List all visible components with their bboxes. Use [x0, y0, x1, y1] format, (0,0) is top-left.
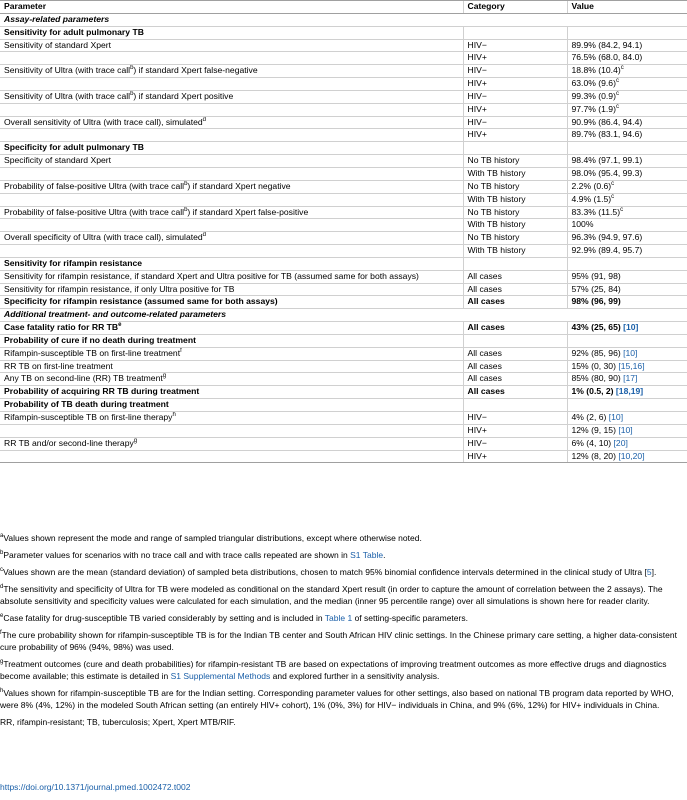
- footnote-text: .: [383, 549, 386, 560]
- reference-link[interactable]: [10]: [618, 424, 633, 435]
- parameter-cell: [0, 232, 463, 245]
- table-row: [0, 309, 687, 322]
- category-cell: [463, 193, 567, 206]
- footnote-marker: c: [611, 180, 615, 187]
- table-row: [0, 347, 687, 360]
- parameter-cell: [0, 347, 463, 360]
- parameter-text: Sensitivity for rifampin resistance: [4, 257, 143, 268]
- category-cell: [463, 232, 567, 245]
- category-cell: [463, 142, 567, 155]
- table-row: [0, 296, 687, 309]
- category-cell: [463, 334, 567, 347]
- footnote-text: Values shown for rifampin-susceptible TB are for the Indian setting. Corresponding parameter values for other settings, also based on national TB program data reported by WHO, were 8% (4%, 12%) in the modeled South African setting (an entirely HIV+ cohort), 1% (0%, 3%) for HIV− individuals in China, and 9% (6%, 12%) for HIV+ individuals in China.: [0, 688, 674, 711]
- value-cell: [567, 116, 687, 129]
- table-row: [0, 142, 687, 155]
- table-row: [0, 26, 687, 39]
- footnote-marker: f: [180, 347, 182, 354]
- category-cell: [463, 283, 567, 296]
- reference-link[interactable]: [10]: [623, 347, 638, 358]
- category-text: HIV−: [467, 437, 487, 448]
- table-row: [0, 334, 687, 347]
- value-text: 63.0% (9.6): [571, 78, 616, 89]
- parameter-text: Specificity of standard Xpert: [4, 155, 111, 166]
- footnote-link[interactable]: Table 1: [324, 612, 353, 623]
- parameter-cell: [0, 322, 463, 335]
- value-cell: [567, 206, 687, 219]
- footnote: [0, 532, 680, 544]
- parameter-cell: [0, 13, 687, 26]
- table-row: [0, 103, 687, 116]
- value-cell: [567, 142, 687, 155]
- value-cell: [567, 424, 687, 437]
- category-cell: [463, 412, 567, 425]
- parameter-cell: [0, 334, 463, 347]
- footnote-text: of setting-specific parameters.: [352, 612, 468, 623]
- value-cell: [567, 437, 687, 450]
- header-value: Value: [567, 1, 687, 14]
- category-cell: [463, 26, 567, 39]
- footnote: [0, 549, 680, 561]
- category-cell: [463, 296, 567, 309]
- value-cell: [567, 360, 687, 373]
- category-text: HIV+: [467, 450, 487, 461]
- footnote-text: ].: [651, 566, 657, 577]
- category-cell: [463, 219, 567, 232]
- parameter-cell: [0, 360, 463, 373]
- value-cell: [567, 78, 687, 91]
- parameter-cell: [0, 296, 463, 309]
- footnote-text: Case fatality for drug-susceptible TB varied considerably by setting and is included in: [3, 612, 325, 623]
- parameter-text: Probability of TB death during treatment: [4, 399, 169, 410]
- parameter-text: RR TB on first-line treatment: [4, 360, 113, 371]
- header-parameter: Parameter: [0, 1, 463, 14]
- category-text: HIV+: [467, 424, 487, 435]
- footnote-marker: d: [202, 116, 207, 123]
- category-text: All cases: [467, 296, 505, 307]
- category-cell: [463, 39, 567, 52]
- table-row: [0, 360, 687, 373]
- category-cell: [463, 78, 567, 91]
- value-text: 98% (96, 99): [571, 296, 621, 307]
- footnote: [0, 566, 680, 578]
- footnote-marker: c: [611, 193, 615, 200]
- table-row: [0, 373, 687, 386]
- value-cell: [567, 257, 687, 270]
- category-text: HIV−: [467, 90, 487, 101]
- value-text: 89.9% (84.2, 94.1): [571, 39, 643, 50]
- value-text: 4% (2, 6): [571, 412, 609, 422]
- value-cell: [567, 412, 687, 425]
- value-cell: [567, 129, 687, 142]
- table-row: [0, 193, 687, 206]
- footnote-mark: a: [0, 533, 4, 540]
- value-text: 98.0% (95.4, 99.3): [571, 167, 643, 178]
- value-text: 92% (85, 96): [571, 347, 624, 358]
- value-cell: [567, 39, 687, 52]
- footnote-link[interactable]: 5: [646, 566, 652, 577]
- value-cell: [567, 283, 687, 296]
- footnote-marker: c: [615, 103, 619, 110]
- parameter-cell: [0, 270, 463, 283]
- footnote-marker: e: [118, 322, 122, 329]
- category-cell: [463, 90, 567, 103]
- value-cell: [567, 155, 687, 168]
- table-row: [0, 116, 687, 129]
- value-text: 43% (25, 65): [571, 322, 624, 333]
- footnote-mark: f: [0, 629, 2, 636]
- value-text: 97.7% (1.9): [571, 103, 616, 114]
- value-text: 95% (91, 98): [571, 270, 621, 281]
- category-text: With TB history: [467, 167, 526, 178]
- category-cell: [463, 245, 567, 258]
- footnote-text: and explored further in a sensitivity analysis.: [270, 671, 440, 682]
- value-cell: [567, 65, 687, 78]
- parameter-cell: [0, 116, 463, 129]
- value-text: 76.5% (68.0, 84.0): [571, 52, 643, 63]
- parameter-text: Rifampin-susceptible TB on first-line treatment: [4, 347, 181, 358]
- parameter-cell: [0, 219, 463, 232]
- category-cell: [463, 103, 567, 116]
- value-cell: [567, 90, 687, 103]
- table-row: [0, 386, 687, 399]
- parameter-cell: [0, 309, 687, 322]
- footnote-text: Values shown represent the mode and range of sampled triangular distributions, except where otherwise noted.: [3, 533, 422, 543]
- parameter-text-cont: ) if standard Xpert false-negative: [133, 65, 258, 76]
- table-row: [0, 245, 687, 258]
- category-text: All cases: [467, 347, 502, 358]
- footnote-text: RR, rifampin-resistant; TB, tuberculosis; Xpert, Xpert MTB/RIF.: [0, 717, 236, 728]
- table-row: [0, 399, 687, 412]
- category-text: With TB history: [467, 245, 526, 256]
- footnote-marker: g: [162, 373, 167, 380]
- footnote: [0, 629, 680, 654]
- footnote-marker: h: [172, 412, 176, 419]
- footnote-marker: g: [133, 437, 138, 444]
- category-cell: [463, 116, 567, 129]
- footnote: [0, 658, 680, 683]
- parameter-cell: [0, 90, 463, 103]
- doi-link[interactable]: https://doi.org/10.1371/journal.pmed.1002472.t002: [0, 782, 191, 792]
- category-text: HIV+: [467, 52, 487, 63]
- table-row: [0, 39, 687, 52]
- table-row: [0, 232, 687, 245]
- category-text: All cases: [467, 386, 505, 397]
- parameter-cell: [0, 167, 463, 180]
- category-text: No TB history: [467, 232, 520, 243]
- category-text: HIV+: [467, 129, 487, 140]
- parameter-cell: [0, 399, 463, 412]
- parameter-cell: [0, 450, 463, 463]
- parameter-text: Probability of acquiring RR TB during treatment: [4, 386, 200, 397]
- value-cell: [567, 322, 687, 335]
- category-cell: [463, 155, 567, 168]
- value-cell: [567, 180, 687, 193]
- reference-link[interactable]: [10]: [623, 322, 639, 333]
- parameter-text: Assay-related parameters: [4, 13, 110, 24]
- footnote-marker: c: [615, 78, 619, 85]
- reference-link[interactable]: [18,19]: [615, 386, 644, 397]
- footnote-text: The cure probability shown for rifampin-susceptible TB is for the Indian TB center and South African HIV clinic settings. In the Chinese primary care setting, a higher data-consistent cure probability of 96% (94%, 98%) was used.: [0, 629, 677, 653]
- value-text: 18.8% (10.4): [571, 65, 621, 76]
- parameter-text: Specificity for adult pulmonary TB: [4, 142, 144, 153]
- value-cell: [567, 103, 687, 116]
- category-text: HIV−: [467, 116, 487, 127]
- category-text: All cases: [467, 373, 502, 384]
- value-cell: [567, 373, 687, 386]
- value-cell: [567, 52, 687, 65]
- parameter-cell: [0, 65, 463, 78]
- parameter-cell: [0, 52, 463, 65]
- value-cell: [567, 296, 687, 309]
- value-text: 1% (0.5, 2): [571, 386, 616, 397]
- parameter-text-cont: ) if standard Xpert negative: [187, 180, 291, 191]
- table-row: [0, 270, 687, 283]
- table-row: [0, 65, 687, 78]
- parameter-cell: [0, 39, 463, 52]
- parameter-text: Rifampin-susceptible TB on first-line therapy: [4, 412, 173, 422]
- table-row: [0, 219, 687, 232]
- table-row: [0, 412, 687, 425]
- category-text: With TB history: [467, 219, 526, 230]
- table-row: [0, 52, 687, 65]
- category-text: HIV+: [467, 103, 487, 114]
- table-row: [0, 283, 687, 296]
- reference-link[interactable]: [10,20]: [618, 450, 645, 461]
- footnote-mark: b: [0, 550, 4, 557]
- value-text: 90.9% (86.4, 94.4): [571, 116, 643, 127]
- category-text: HIV−: [467, 412, 487, 422]
- parameter-text: Probability of cure if no death during treatment: [4, 334, 196, 345]
- category-cell: [463, 206, 567, 219]
- category-cell: [463, 257, 567, 270]
- parameter-text: Overall specificity of Ultra (with trace call), simulated: [4, 232, 203, 243]
- category-cell: [463, 386, 567, 399]
- table-row: [0, 167, 687, 180]
- parameter-cell: [0, 257, 463, 270]
- category-text: No TB history: [467, 206, 520, 217]
- category-text: All cases: [467, 322, 505, 333]
- category-cell: [463, 450, 567, 463]
- category-cell: [463, 424, 567, 437]
- parameter-cell: [0, 424, 463, 437]
- parameter-cell: [0, 193, 463, 206]
- value-text: 100%: [571, 219, 594, 230]
- parameter-text: Sensitivity of Ultra (with trace call: [4, 65, 131, 76]
- category-cell: [463, 373, 567, 386]
- reference-link[interactable]: [20]: [613, 437, 628, 448]
- value-text: 83.3% (11.5): [571, 206, 621, 217]
- category-cell: [463, 65, 567, 78]
- parameter-cell: [0, 103, 463, 116]
- footnote-marker: b: [130, 65, 134, 72]
- footnote: [0, 716, 680, 728]
- value-cell: [567, 245, 687, 258]
- parameter-text: Sensitivity for adult pulmonary TB: [4, 26, 144, 37]
- reference-link[interactable]: [10]: [608, 412, 624, 422]
- category-text: All cases: [467, 283, 502, 294]
- category-cell: [463, 180, 567, 193]
- value-cell: [567, 450, 687, 463]
- category-text: HIV−: [467, 39, 487, 50]
- table-row: [0, 206, 687, 219]
- footnote-marker: b: [184, 206, 188, 213]
- parameter-text: Specificity for rifampin resistance (assumed same for both assays): [4, 296, 278, 307]
- value-cell: [567, 347, 687, 360]
- value-text: 96.3% (94.9, 97.6): [571, 232, 643, 243]
- footnote-marker: d: [202, 232, 207, 239]
- category-cell: [463, 167, 567, 180]
- value-cell: [567, 334, 687, 347]
- table-row: [0, 424, 687, 437]
- category-cell: [463, 360, 567, 373]
- parameter-cell: [0, 437, 463, 450]
- value-text: 85% (80, 90): [571, 373, 624, 384]
- table-row: [0, 450, 687, 463]
- parameter-cell: [0, 78, 463, 91]
- value-cell: [567, 232, 687, 245]
- table-header-row: [0, 1, 687, 14]
- reference-link[interactable]: [15,16]: [618, 360, 645, 371]
- value-cell: [567, 219, 687, 232]
- value-text: 4.9% (1.5): [571, 193, 612, 204]
- reference-link[interactable]: [17]: [623, 373, 638, 384]
- footnote-marker: b: [184, 180, 188, 187]
- parameter-cell: [0, 283, 463, 296]
- footnote-text: Values shown are the mean (standard deviation) of sampled beta distributions, chosen to match 95% binomial confidence intervals determined in the clinical study of Ultra [: [3, 566, 647, 577]
- footnote-text: Parameter values for scenarios with no trace call and with trace calls repeated are shown in: [3, 549, 351, 560]
- parameter-cell: [0, 129, 463, 142]
- category-text: HIV+: [467, 78, 487, 89]
- parameter-cell: [0, 142, 463, 155]
- value-text: 12% (9, 15): [571, 424, 619, 435]
- parameter-text: RR TB and/or second-line therapy: [4, 437, 134, 448]
- parameter-text-cont: ) if standard Xpert false-positive: [187, 206, 309, 217]
- footnote-text: The sensitivity and specificity of Ultra for TB were modeled as conditional on the standard Xpert result (in order to capture the amount of correlation between the 2 assays). The absolute sensitivity and specificity values were calculated for each simulation, and the median (inner 95 percentile range) over all simulations is shown here for reader clarity.: [0, 583, 663, 606]
- footnote-marker: c: [620, 206, 624, 213]
- value-text: 2.2% (0.6): [571, 180, 612, 191]
- footnote-mark: h: [0, 688, 4, 695]
- footnote-mark: d: [0, 583, 4, 590]
- footnote-text: Treatment outcomes (cure and death probabilities) for rifampin-resistant TB are based on expectations of improving treatment outcomes as more effective drugs and diagnostics become available; this estimate is detailed in: [0, 658, 667, 682]
- value-cell: [567, 386, 687, 399]
- header-category: Category: [463, 1, 567, 14]
- table-row: [0, 129, 687, 142]
- table-row: [0, 155, 687, 168]
- table-row: [0, 78, 687, 91]
- category-cell: [463, 52, 567, 65]
- footnote-marker: c: [620, 65, 624, 72]
- category-text: All cases: [467, 270, 502, 281]
- footnote: [0, 583, 680, 608]
- value-text: 6% (4, 10): [571, 437, 614, 448]
- value-cell: [567, 167, 687, 180]
- footnote-link[interactable]: S1 Table: [350, 549, 384, 560]
- table-row: [0, 180, 687, 193]
- footnote-mark: e: [0, 613, 4, 620]
- value-text: 57% (25, 84): [571, 283, 621, 294]
- category-cell: [463, 347, 567, 360]
- category-cell: [463, 129, 567, 142]
- category-text: No TB history: [467, 180, 520, 191]
- table-row: [0, 257, 687, 270]
- value-cell: [567, 270, 687, 283]
- parameter-text-cont: ) if standard Xpert positive: [133, 90, 234, 101]
- category-cell: [463, 437, 567, 450]
- footnote-link[interactable]: S1 Supplemental Methods: [170, 671, 271, 682]
- table-row: [0, 322, 687, 335]
- parameter-text: Sensitivity of Ultra (with trace call: [4, 90, 131, 101]
- value-cell: [567, 399, 687, 412]
- parameter-cell: [0, 206, 463, 219]
- table-row: [0, 437, 687, 450]
- parameter-cell: [0, 386, 463, 399]
- value-text: 92.9% (89.4, 95.7): [571, 245, 643, 256]
- value-text: 99.3% (0.9): [571, 90, 616, 101]
- parameter-cell: [0, 180, 463, 193]
- value-text: 15% (0, 30): [571, 360, 619, 371]
- value-cell: [567, 193, 687, 206]
- value-text: 98.4% (97.1, 99.1): [571, 155, 643, 166]
- value-text: 12% (8, 20): [571, 450, 619, 461]
- parameter-cell: [0, 412, 463, 425]
- footnote-marker: b: [130, 91, 134, 98]
- category-cell: [463, 322, 567, 335]
- footnote-mark: c: [0, 566, 3, 573]
- table-body: [0, 13, 687, 463]
- parameter-text: Sensitivity of standard Xpert: [4, 39, 111, 50]
- category-text: With TB history: [467, 193, 526, 204]
- parameter-text: Probability of false-positive Ultra (with trace call: [4, 206, 185, 217]
- parameter-text: Sensitivity for rifampin resistance, if standard Xpert and Ultra positive for TB (assumed same for both assays): [4, 270, 419, 281]
- parameter-text: Sensitivity for rifampin resistance, if only Ultra positive for TB: [4, 283, 235, 294]
- footnote: [0, 687, 680, 712]
- category-text: HIV−: [467, 65, 487, 76]
- category-text: All cases: [467, 360, 502, 371]
- footnote-marker: c: [615, 91, 619, 98]
- parameter-cell: [0, 155, 463, 168]
- category-cell: [463, 270, 567, 283]
- footnote: [0, 612, 680, 624]
- table-row: [0, 90, 687, 103]
- parameter-text: Overall sensitivity of Ultra (with trace call), simulated: [4, 116, 203, 127]
- parameter-text: Case fatality ratio for RR TB: [4, 322, 119, 333]
- parameter-cell: [0, 245, 463, 258]
- table-footnotes: [0, 532, 680, 733]
- parameter-cell: [0, 26, 463, 39]
- parameter-text: Probability of false-positive Ultra (with trace call: [4, 180, 185, 191]
- parameter-cell: [0, 373, 463, 386]
- table-row: [0, 13, 687, 26]
- parameter-text: Any TB on second-line (RR) TB treatment: [4, 373, 163, 384]
- category-cell: [463, 399, 567, 412]
- value-text: 89.7% (83.1, 94.6): [571, 129, 643, 140]
- parameter-text: Additional treatment- and outcome-related parameters: [4, 309, 227, 320]
- category-text: No TB history: [467, 155, 520, 166]
- value-cell: [567, 26, 687, 39]
- footnote-mark: g: [0, 659, 4, 666]
